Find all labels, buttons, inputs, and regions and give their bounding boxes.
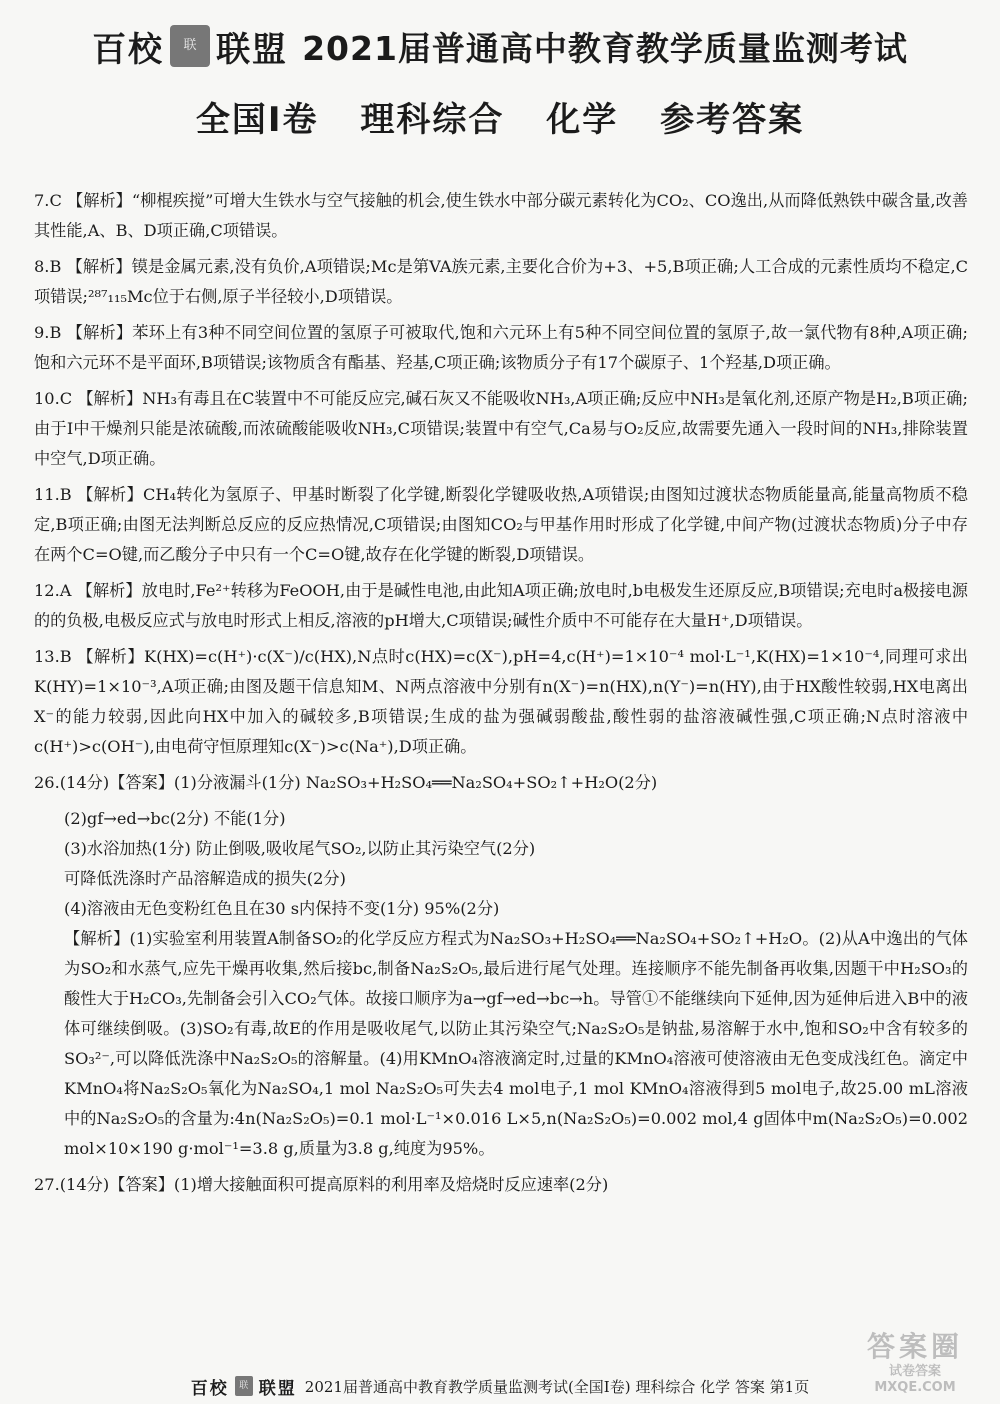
footer-seal-icon: 联 <box>235 1376 253 1396</box>
watermark-bottom: 试卷答案 MXQE.COM <box>874 1364 956 1395</box>
exam-subtitle: 全国Ⅰ卷 理科综合 化学 参考答案 <box>195 100 805 140</box>
answer-11: 11.B 【解析】CH₄转化为氢原子、甲基时断裂了化学键,断裂化学键吸收热,A项错误;由图知过渡状态物质能量高,能量高物质不稳定,B项正确;由图无法判断总反应的反应热情况,C项错误;由图知CO₂与甲基作用时形成了化学键,中间产物(过渡状态物质)分子中存在两个C=O键,而乙酸分子中只有一个C=O键,故存在化学键的断裂,D项错误。 <box>34 485 968 564</box>
answer-12: 12.A 【解析】放电时,Fe²⁺转移为FeOOH,由于是碱性电池,由此知A项正确;放电时,b电极发生还原反应,B项错误;充电时a极接电源的的负极,电极反应式与放电时形式上相反,溶液的pH增大,C项错误;碱性介质中不可能存在大量H⁺,D项错误。 <box>34 581 968 630</box>
footer-brand-left: 百校 <box>190 1378 229 1399</box>
answer-26-analysis: 【解析】(1)实验室利用装置A制备SO₂的化学反应方程式为Na₂SO₃+H₂SO₄══Na₂SO₄+SO₂↑+H₂O。(2)从A中逸出的气体为SO₂和水蒸气,应先干燥再收集,然后接bc,制备Na₂S₂O₅,最后进行尾气处理。连接顺序不能先制备再收集,因题干中H₂SO₃的酸性大于H₂CO₃,先制备会引入CO₂气体。故接口顺序为a→gf→ed→bc→h。导管①不能继续向下延伸,因为延伸后进入B中的液体可继续倒吸。(3)SO₂有毒,故E的作用是吸收尾气,以防止其污染空气;Na₂S₂O₅是钠盐,易溶解于水中,饱和SO₂中含有较多的SO₃²⁻,可以降低洗涤中Na₂S₂O₅的溶解量。(4)用KMnO₄溶液滴定时,过量的KMnO₄溶液可使溶液由无色变成浅红色。滴定中KMnO₄将Na₂S₂O₅氧化为Na₂SO₄,1 mol Na₂S₂O₅可失去4 mol电子,1 mol KMnO₄溶液得到5 mol电子,故25.00 mL溶液中的Na₂S₂O₅的含量为:4n(Na₂S₂O₅)=0.1 mol·L⁻¹×0.016 L×5,n(Na₂S₂O₅)=0.002 mol,4 g固体中m(Na₂S₂O₅)=0.002 mol×10×190 g·mol⁻¹=3.8 g,质量为3.8 g,纯度为95%。 <box>64 929 968 1158</box>
watermark-top: 答案圈 <box>866 1330 963 1363</box>
answer-content <box>34 186 968 1206</box>
answer-13: 13.B 【解析】K(HX)=c(H⁺)·c(X⁻)/c(HX),N点时c(HX)=c(X⁻),pH=4,c(H⁺)=1×10⁻⁴ mol·L⁻¹,K(HX)=1×10⁻⁴,同理可求出K(HY)=1×10⁻³,A项正确;由图及题干信息知M、N两点溶液中分别有n(X⁻)=n(HX),n(Y⁻)=n(HY),由于HX酸性较弱,HX电离出X⁻的能力较弱,因此向HX中加入的碱较多,B项错误;生成的盐为强碱弱酸盐,酸性弱的盐溶液碱性强,C项正确;N点时溶液中c(H⁺)>c(OH⁻),由电荷守恒原理知c(X⁻)>c(Na⁺),D项正确。 <box>34 647 968 756</box>
exam-title: 2021届普通高中教育教学质量监测考试 <box>302 28 908 68</box>
brand-left: 百校 <box>92 29 165 70</box>
answer-26-head: 26.(14分)【答案】(1)分液漏斗(1分) Na₂SO₃+H₂SO₄══Na₂SO₄+SO₂↑+H₂O(2分) <box>34 773 658 792</box>
answer-8: 8.B 【解析】镆是金属元素,没有负价,A项错误;Mc是第VA族元素,主要化合价为+3、+5,B项正确;人工合成的元素性质均不稳定,C项错误;²⁸⁷₁₁₅Mc位于右侧,原子半径较小,D项错误。 <box>34 257 968 306</box>
answer-26-line-4: (4)溶液由无色变粉红色且在30 s内保持不变(1分) 95%(2分) <box>64 899 500 918</box>
answer-9: 9.B 【解析】苯环上有3种不同空间位置的氢原子可被取代,饱和六元环上有5种不同空间位置的氢原子,故一氯代物有8种,A项正确;饱和六元环不是平面环,B项错误;该物质含有酯基、羟基,C项正确;该物质分子有17个碳原子、1个羟基,D项正确。 <box>34 323 968 372</box>
brand-seal-icon: 联 <box>170 25 210 67</box>
answer-27-head: 27.(14分)【答案】(1)增大接触面积可提高原料的利用率及焙烧时反应速率(2分) <box>34 1175 609 1194</box>
answer-26-line-3: (3)水浴加热(1分) 防止倒吸,吸收尾气SO₂,以防止其污染空气(2分) <box>64 839 536 858</box>
footer-brand-right: 联盟 <box>258 1378 297 1399</box>
answer-10: 10.C 【解析】NH₃有毒且在C装置中不可能反应完,碱石灰又不能吸收NH₃,A项正确;反应中NH₃是氧化剂,还原产物是H₂,B项正确;由于I中干燥剂只能是浓硫酸,而浓硫酸能吸收NH₃,C项错误;装置中有空气,Ca易与O₂反应,故需要先通入一段时间的NH₃,排除装置中空气,D项正确。 <box>34 389 968 468</box>
answer-26-line-3b: 可降低洗涤时产品溶解造成的损失(2分) <box>64 869 346 888</box>
brand-right: 联盟 <box>216 29 289 70</box>
page-footer <box>0 1374 1000 1398</box>
title-row <box>0 18 1000 74</box>
footer-text: 2021届普通高中教育教学质量监测考试(全国Ⅰ卷) 理科综合 化学 答案 第1页 <box>304 1377 810 1396</box>
page-header <box>0 18 1000 141</box>
answer-7: 7.C 【解析】“柳棍疾搅”可增大生铁水与空气接触的机会,使生铁水中部分碳元素转化为CO₂、CO逸出,从而降低熟铁中碳含量,改善其性能,A、B、D项正确,C项错误。 <box>34 191 968 240</box>
answer-26-line-2: (2)gf→ed→bc(2分) 不能(1分) <box>64 809 286 828</box>
